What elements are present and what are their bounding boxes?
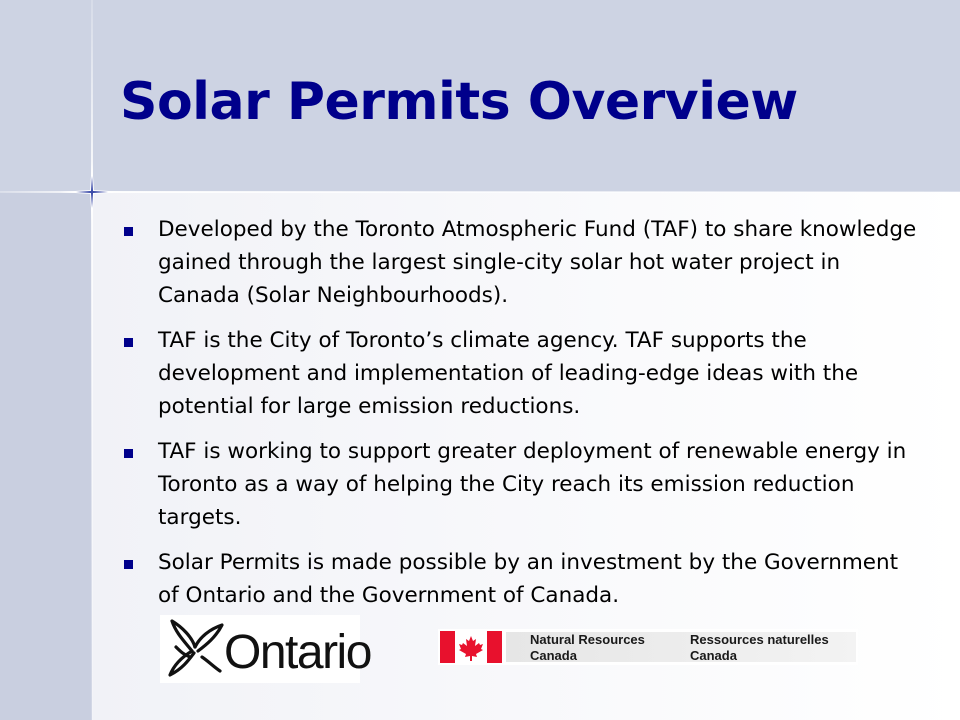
horizontal-accent-line bbox=[0, 191, 960, 193]
sparkle-icon bbox=[60, 162, 124, 222]
left-band bbox=[0, 192, 92, 720]
nrcan-english-text: Natural Resources Canada bbox=[530, 632, 645, 663]
bullet-text: TAF is the City of Toronto’s climate agency. TAF supports the development and implementation of leading-edge ideas with the potential for large emission reductions. bbox=[158, 328, 859, 419]
bullet-square-icon bbox=[124, 560, 133, 569]
bullet-text: Solar Permits is made possible by an investment by the Government of Ontario and the Government of Canada. bbox=[158, 550, 899, 608]
bullet-text: Developed by the Toronto Atmospheric Fund (TAF) to share knowledge gained through the largest single-city solar hot water project in Canada (Solar Neighbourhoods). bbox=[158, 217, 917, 308]
ontario-logo bbox=[160, 615, 371, 683]
bullet-item bbox=[118, 435, 918, 534]
bullet-item bbox=[118, 546, 918, 612]
bullet-square-icon bbox=[124, 338, 133, 347]
ontario-wordmark: Ontario bbox=[224, 626, 371, 679]
vertical-accent-line bbox=[91, 0, 93, 720]
nrcan-logo bbox=[438, 629, 858, 665]
bullet-square-icon bbox=[124, 449, 133, 458]
trillium-icon bbox=[162, 617, 228, 681]
bullet-square-icon bbox=[124, 227, 133, 236]
bullet-item bbox=[118, 324, 918, 423]
page-title: Solar Permits Overview bbox=[120, 72, 798, 132]
nrcan-french-text: Ressources naturelles Canada bbox=[690, 632, 829, 663]
bullet-item bbox=[118, 213, 918, 312]
bullet-text: TAF is working to support greater deployment of renewable energy in Toronto as a way of helping the City reach its emission reduction targets. bbox=[158, 439, 907, 530]
canada-flag-icon bbox=[440, 631, 502, 663]
bullet-list bbox=[118, 213, 918, 624]
